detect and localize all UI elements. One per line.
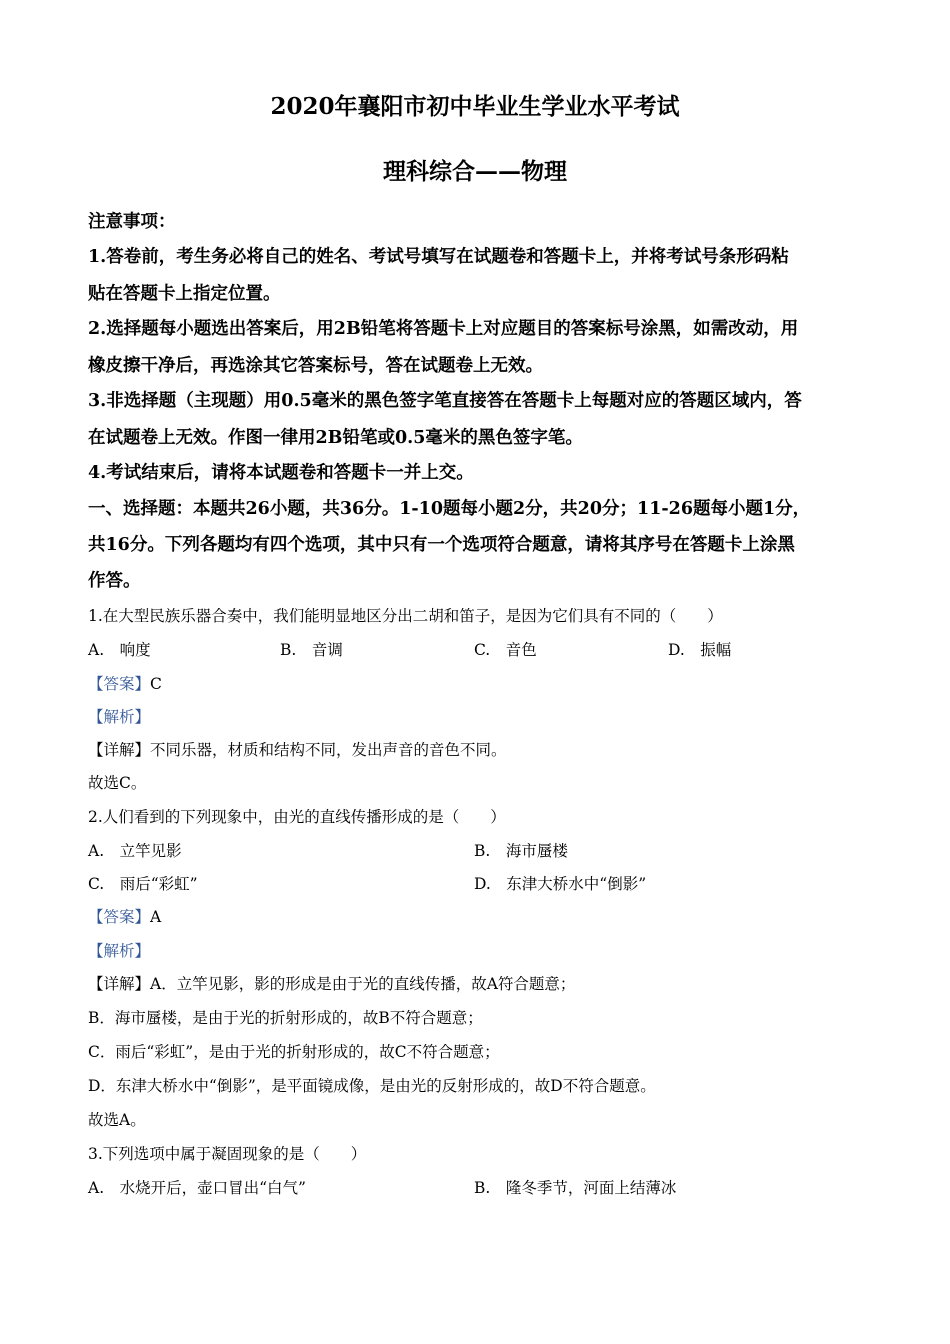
q2-option-b: B. 海市蜃楼	[474, 842, 568, 860]
q1-answer-line	[88, 672, 162, 694]
section-heading-line: 一、选择题：本题共26小题，共36分。1-10题每小题2分，共20分；11-26题每小题1分，	[88, 499, 811, 519]
q3-option-b: B. 隆冬季节，河面上结薄冰	[474, 1179, 677, 1197]
notice-line: 在试题卷上无效。作图一律用2B铅笔或0.5毫米的黑色签字笔。	[88, 428, 583, 448]
notice-line: 2.选择题每小题选出答案后，用2B铅笔将答题卡上对应题目的答案标号涂黑，如需改动，用	[88, 319, 799, 339]
q2-conclusion: 故选A。	[88, 1111, 146, 1129]
q1-option-a: A. 响度	[88, 641, 151, 659]
q2-option-c: C. 雨后“彩虹”	[88, 875, 198, 893]
question-1-stem: 1.在大型民族乐器合奏中，我们能明显地区分出二胡和笛子，是因为它们具有不同的（ ）	[88, 607, 723, 625]
notice-line: 3.非选择题（主现题）用0.5毫米的黑色签字笔直接答在答题卡上每题对应的答题区域内，答	[88, 391, 802, 411]
q2-detail-line	[88, 972, 575, 994]
q1-option-b: B. 音调	[280, 641, 343, 659]
notice-line: 橡皮擦干净后，再选涂其它答案标号，答在试题卷上无效。	[88, 356, 543, 376]
document-title: 2020年襄阳市初中毕业生学业水平考试	[270, 93, 680, 120]
q2-answer-line	[88, 905, 161, 927]
detail-text: A．立竿见影，影的形成是由于光的直线传播，故A符合题意；	[150, 975, 576, 993]
detail-tag: 【详解】	[88, 975, 151, 993]
answer-tag: 【答案】	[88, 675, 151, 693]
answer-value: A	[150, 908, 162, 926]
answer-tag: 【答案】	[88, 908, 151, 926]
q2-explanation-line: C．雨后“彩虹”，是由于光的折射形成的，故C不符合题意；	[88, 1043, 500, 1061]
section-heading-line: 共16分。下列各题均有四个选项，其中只有一个选项符合题意，请将其序号在答题卡上涂黑	[88, 535, 795, 555]
q1-detail-line	[88, 738, 507, 760]
q2-option-a: A. 立竿见影	[88, 842, 182, 860]
answer-value: C	[150, 675, 162, 693]
notice-line: 贴在答题卡上指定位置。	[88, 284, 281, 304]
analysis-tag: 【解析】	[88, 942, 151, 960]
question-2-stem: 2.人们看到的下列现象中，由光的直线传播形成的是（ ）	[88, 808, 506, 826]
detail-tag: 【详解】	[88, 741, 151, 759]
q1-option-d: D. 振幅	[668, 641, 732, 659]
q1-option-c: C. 音色	[474, 641, 537, 659]
q2-explanation-line: B．海市蜃楼，是由于光的折射形成的，故B不符合题意；	[88, 1009, 483, 1027]
question-3-stem: 3.下列选项中属于凝固现象的是（ ）	[88, 1145, 367, 1163]
q1-conclusion: 故选C。	[88, 774, 147, 792]
section-heading-line: 作答。	[88, 571, 141, 591]
document-subtitle: 理科综合——物理	[383, 158, 567, 185]
notice-line: 4.考试结束后，请将本试题卷和答题卡一并上交。	[88, 463, 474, 483]
detail-text: 不同乐器，材质和结构不同，发出声音的音色不同。	[150, 741, 507, 759]
q2-option-d: D. 东津大桥水中“倒影”	[474, 875, 647, 893]
notice-line: 1.答卷前，考生务必将自己的姓名、考试号填写在试题卷和答题卡上，并将考试号条形码粘	[88, 247, 789, 267]
analysis-tag: 【解析】	[88, 708, 151, 726]
q2-explanation-line: D．东津大桥水中“倒影”，是平面镜成像，是由光的反射形成的，故D不符合题意。	[88, 1077, 656, 1095]
notice-heading: 注意事项：	[88, 212, 176, 232]
q3-option-a: A. 水烧开后，壶口冒出“白气”	[88, 1179, 306, 1197]
